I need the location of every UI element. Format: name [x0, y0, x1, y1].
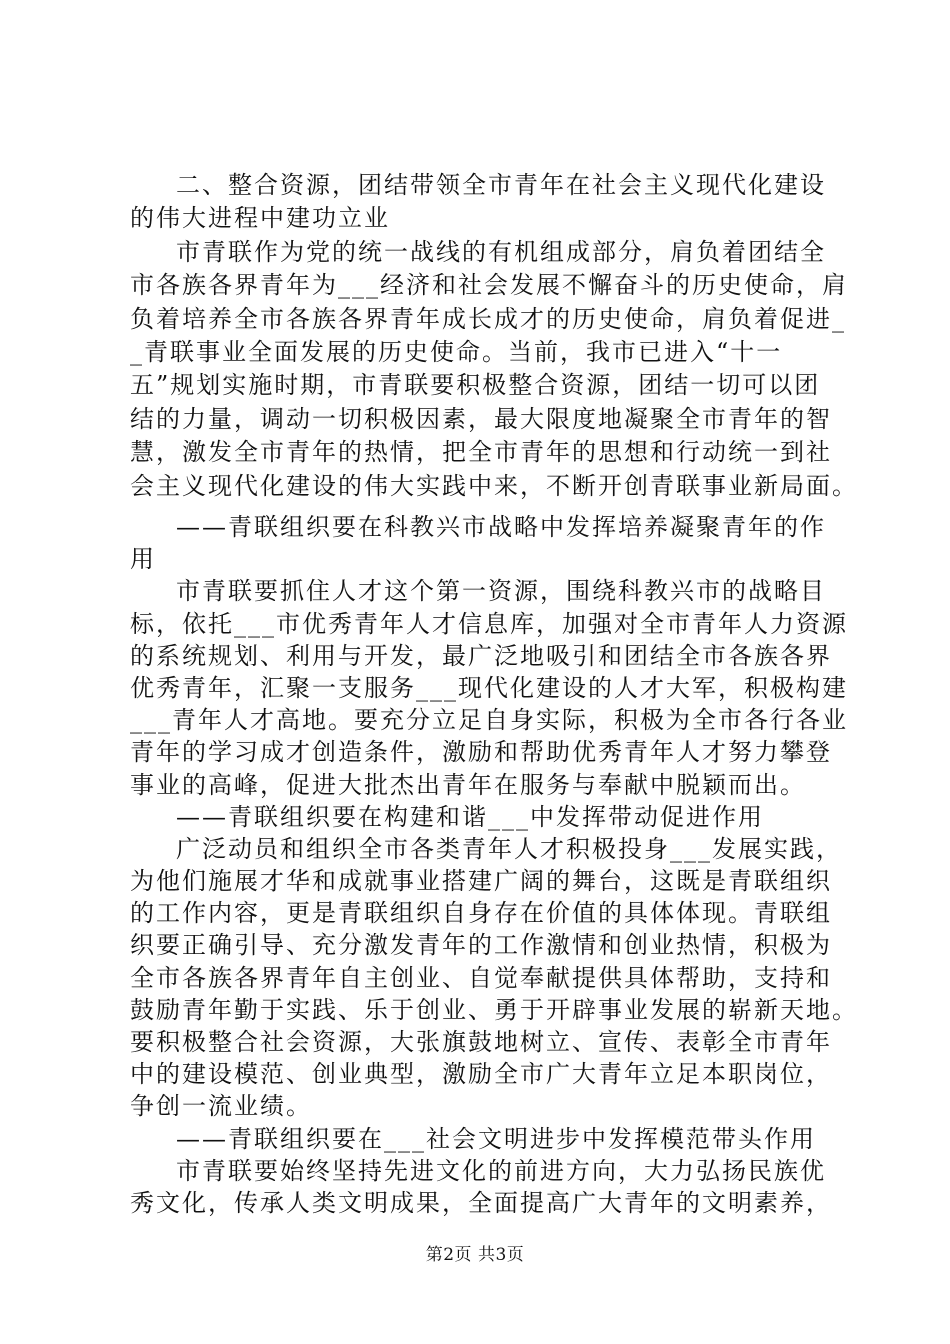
text-line: ——青联组织要在构建和谐___中发挥带动促进作用: [176, 802, 764, 831]
text-line: 为他们施展才华和成就事业搭建广阔的舞台，这既是青联组织: [130, 867, 832, 896]
text-line: 标，依托___市优秀青年人才信息库，加强对全市青年人力资源: [130, 609, 848, 638]
body-paragraph: [130, 1155, 890, 1219]
text-line: 中的建设模范、创业典型，激励全市广大青年立足本职岗位，: [130, 1060, 832, 1089]
text-line: 优秀青年，汇聚一支服务___现代化建设的人才大军，积极构建: [130, 673, 848, 702]
text-line: 要积极整合社会资源，大张旗鼓地树立、宣传、表彰全市青年: [130, 1028, 832, 1056]
text-line: ——青联组织要在科教兴市战略中发挥培养凝聚青年的作: [176, 513, 826, 541]
text-line: 结的力量，调动一切积极因素，最大限度地凝聚全市青年的智: [130, 404, 832, 433]
text-line: 全市各族各界青年自主创业、自觉奉献提供具体帮助，支持和: [130, 963, 832, 992]
body-paragraph: [130, 575, 890, 800]
text-line: ___青年人才高地。要充分立足自身实际，积极为全市各行各业: [130, 706, 848, 735]
text-line: 争创一流业绩。: [130, 1092, 312, 1121]
text-line: 市青联要始终坚持先进文化的前进方向，大力弘扬民族优: [176, 1156, 826, 1185]
text-line: 广泛动员和组织全市各类青年人才积极投身___发展实践，: [176, 834, 842, 863]
text-line: 事业的高峰，促进大批杰出青年在服务与奉献中脱颖而出。: [130, 770, 806, 799]
text-line: 会主义现代化建设的伟大实践中来，不断开创青联事业新局面。: [130, 471, 858, 500]
text-line: 的工作内容，更是青联组织自身存在价值的具体体现。青联组: [130, 899, 832, 928]
section-heading: [130, 169, 890, 236]
text-line: 市青联要抓住人才这个第一资源，围绕科教兴市的战略目: [176, 577, 826, 606]
text-line: 的伟大进程中建功立业: [130, 204, 390, 233]
subsection-heading: [130, 801, 890, 833]
text-line: _青联事业全面发展的历史使命。当前，我市已进入“十一: [130, 337, 783, 366]
text-line: 负着培养全市各族各界青年成长成才的历史使命，肩负着促进_: [130, 304, 846, 333]
text-line: 市各族各界青年为___经济和社会发展不懈奋斗的历史使命，肩: [130, 271, 848, 300]
text-line: 织要正确引导、充分激发青年的工作激情和创业热情，积极为: [130, 931, 832, 960]
text-line: 秀文化，传承人类文明成果，全面提高广大青年的文明素养，: [130, 1188, 832, 1217]
text-line: 鼓励青年勤于实践、乐于创业、勇于开辟事业发展的崭新天地。: [130, 995, 858, 1024]
page-number-footer: 第2页 共3页: [425, 1245, 525, 1265]
text-line: 青年的学习成才创造条件，激励和帮助优秀青年人才努力攀登: [130, 738, 832, 767]
text-line: 的系统规划、利用与开发，最广泛地吸引和团结全市各族各界: [130, 641, 832, 670]
subsection-heading: [130, 1123, 890, 1155]
text-line: 五”规划实施时期，市青联要积极整合资源，团结一切可以团: [130, 371, 821, 400]
text-line: 市青联作为党的统一战线的有机组成部分，肩负着团结全: [176, 237, 826, 266]
body-paragraph: [130, 833, 890, 1123]
text-line: ——青联组织要在___社会文明进步中发挥模范带头作用: [176, 1124, 816, 1153]
text-line: 二、整合资源，团结带领全市青年在社会主义现代化建设: [176, 171, 826, 199]
text-line: 慧，激发全市青年的热情，把全市青年的思想和行动统一到社: [130, 438, 832, 467]
body-paragraph: [130, 236, 890, 503]
text-line: 用: [130, 545, 156, 574]
subsection-heading: [130, 511, 890, 575]
section-youth-roles: [130, 511, 890, 1219]
section-integrate-resources: [130, 169, 890, 503]
